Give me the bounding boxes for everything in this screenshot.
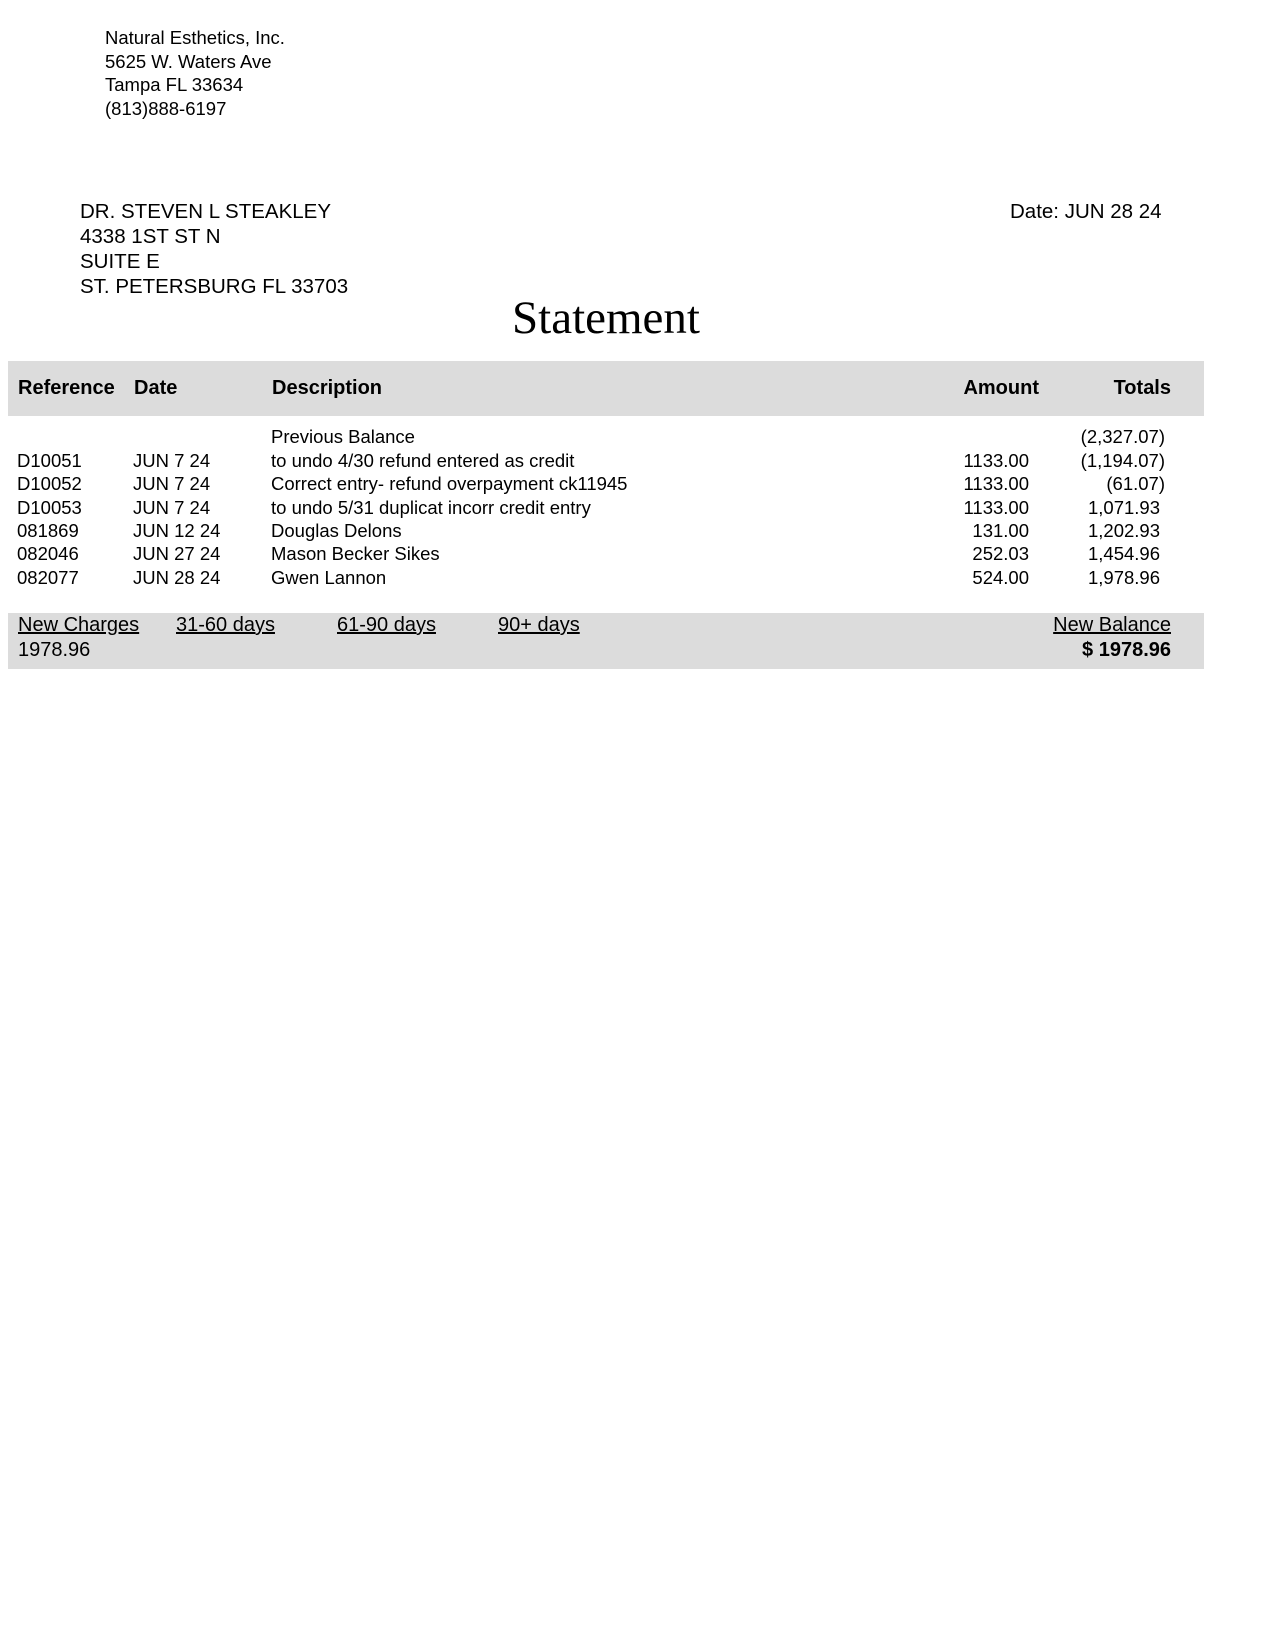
row-reference: 081869 <box>17 520 79 541</box>
header-totals: Totals <box>1113 377 1171 399</box>
table-row <box>0 542 1275 566</box>
row-total: 1,071.93 <box>1087 497 1160 518</box>
row-date: JUN 28 24 <box>133 567 221 588</box>
row-date: JUN 27 24 <box>133 543 221 564</box>
row-reference: 082046 <box>17 543 79 564</box>
previous-balance-row <box>0 425 1275 449</box>
new-balance-value: $ 1978.96 <box>1082 639 1171 661</box>
table-row <box>0 472 1275 496</box>
row-amount: 1133.00 <box>963 450 1029 471</box>
days-61-90-heading: 61-90 days <box>337 614 436 636</box>
table-row <box>0 449 1275 473</box>
row-reference: 082077 <box>17 567 79 588</box>
header-reference: Reference <box>18 377 115 399</box>
row-amount: 252.03 <box>972 543 1029 564</box>
recipient-name: DR. STEVEN L STEAKLEY <box>80 200 332 223</box>
table-row <box>0 496 1275 520</box>
header-amount: Amount <box>963 377 1039 399</box>
sender-address <box>105 26 285 120</box>
row-description: Mason Becker Sikes <box>271 543 440 564</box>
row-date: JUN 7 24 <box>133 497 211 518</box>
row-description: to undo 4/30 refund entered as credit <box>271 450 575 471</box>
row-date: JUN 7 24 <box>133 473 211 494</box>
previous-balance-total: (2,327.07) <box>1080 426 1165 447</box>
row-description: Correct entry- refund overpayment ck11945 <box>271 473 628 494</box>
row-total: 1,202.93 <box>1087 520 1160 541</box>
row-reference: D10053 <box>17 497 82 518</box>
row-description: Gwen Lannon <box>271 567 387 588</box>
row-total: (1,194.07) <box>1080 450 1165 471</box>
header-description: Description <box>272 377 383 399</box>
row-description: to undo 5/31 duplicat incorr credit entry <box>271 497 591 518</box>
table-row <box>0 519 1275 543</box>
row-amount: 131.00 <box>972 520 1029 541</box>
recipient-suite: SUITE E <box>80 250 160 273</box>
statement-date: Date: JUN 28 24 <box>1010 200 1162 223</box>
row-total: (61.07) <box>1106 473 1165 494</box>
sender-city-state-zip: Tampa FL 33634 <box>105 74 244 95</box>
sender-phone: (813)888-6197 <box>105 97 227 119</box>
recipient-street: 4338 1ST ST N <box>80 225 221 248</box>
row-date: JUN 12 24 <box>133 520 221 541</box>
row-total: 1,454.96 <box>1087 543 1160 564</box>
sender-street: 5625 W. Waters Ave <box>105 50 272 72</box>
header-date: Date <box>134 377 178 399</box>
recipient-address <box>80 199 348 299</box>
row-date: JUN 7 24 <box>133 450 211 471</box>
recipient-city-state-zip: ST. PETERSBURG FL 33703 <box>80 275 349 298</box>
table-row <box>0 566 1275 590</box>
page-title: Statement <box>512 292 700 344</box>
row-amount: 1133.00 <box>963 497 1029 518</box>
row-reference: D10052 <box>17 473 82 494</box>
sender-name: Natural Esthetics, Inc. <box>105 27 285 48</box>
previous-balance-label: Previous Balance <box>271 426 415 447</box>
new-charges-heading: New Charges <box>18 614 140 636</box>
row-reference: D10051 <box>17 450 82 471</box>
row-amount: 1133.00 <box>963 473 1029 494</box>
new-balance-heading: New Balance <box>1053 614 1171 636</box>
days-90-plus-heading: 90+ days <box>498 614 580 636</box>
new-charges-value: 1978.96 <box>18 639 91 661</box>
row-total: 1,978.96 <box>1087 567 1160 588</box>
row-amount: 524.00 <box>972 567 1029 588</box>
row-description: Douglas Delons <box>271 520 402 541</box>
days-31-60-heading: 31-60 days <box>176 614 275 636</box>
